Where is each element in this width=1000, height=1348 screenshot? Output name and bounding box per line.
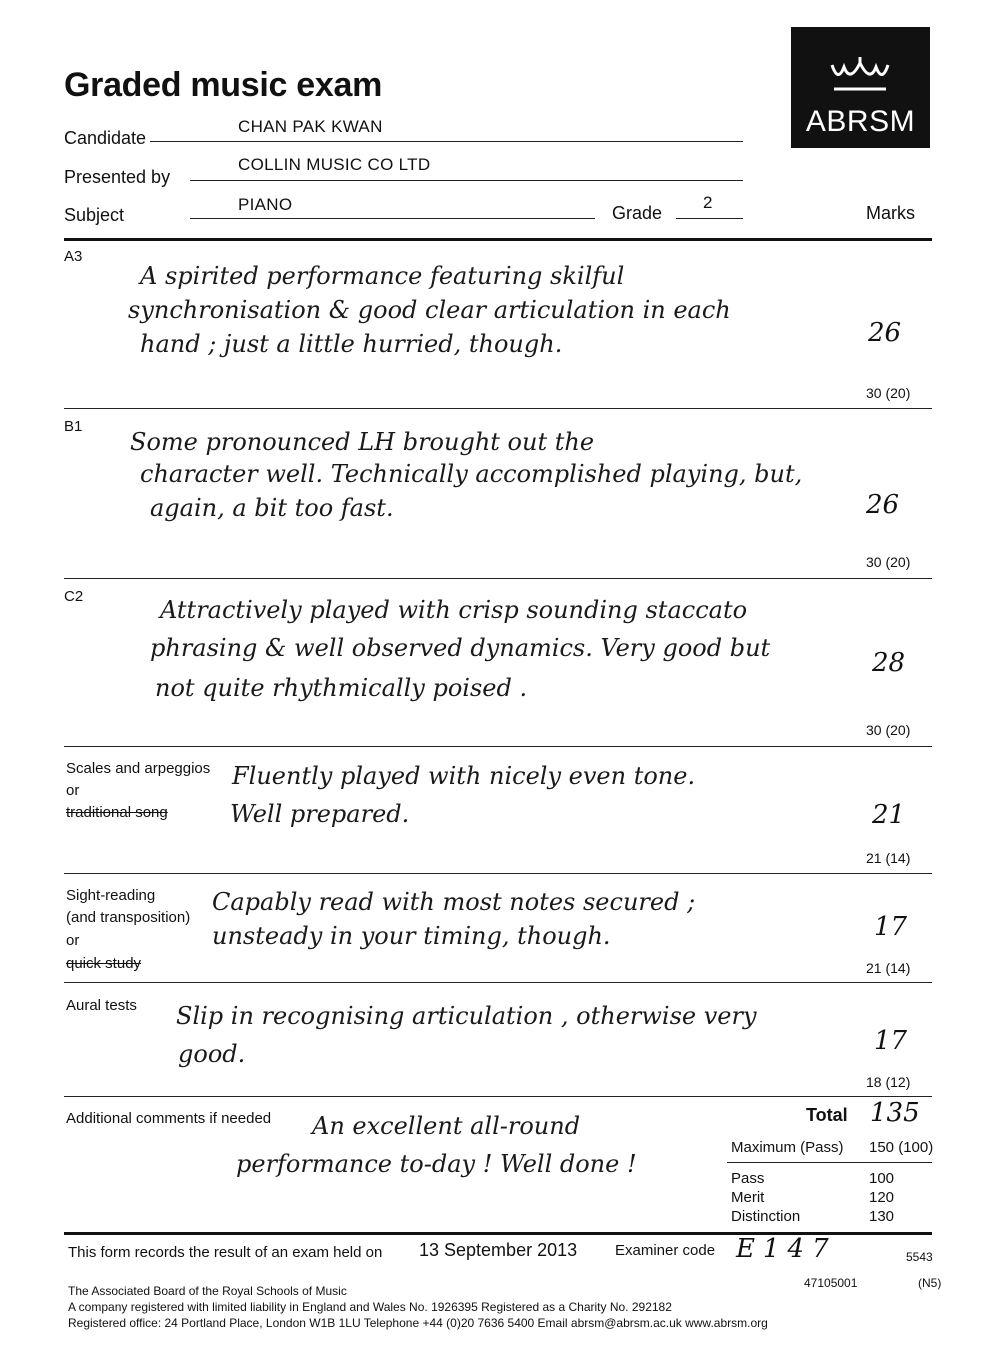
maximum-pass-value: 150 (100) <box>869 1139 934 1156</box>
org-name: The Associated Board of the Royal Schools of Music <box>68 1284 347 1298</box>
merit-label: Merit <box>731 1189 765 1206</box>
records-text: This form records the result of an exam held on <box>68 1244 383 1261</box>
form-version: (N5) <box>918 1276 942 1290</box>
comment-line: not quite rhythmically poised . <box>155 674 528 702</box>
crown-icon <box>828 55 892 95</box>
org-address: Registered office: 24 Portland Place, London W1B 1LU Telephone +44 (0)20 7636 5400 Email abrsm@abrsm.ac.uk www.abrsm.org <box>68 1316 768 1330</box>
examiner-code-value: E147 <box>736 1234 837 1264</box>
comment-line: character well. Technically accomplished playing, but, <box>140 460 803 488</box>
section-code-a3: A3 <box>64 248 83 265</box>
quick-study-label: quick study <box>66 955 142 972</box>
abrsm-logo <box>791 27 930 148</box>
section-code-c2: C2 <box>64 588 84 605</box>
examiner-code-label: Examiner code <box>615 1242 716 1259</box>
comment-line: Some pronounced LH brought out the <box>130 428 595 456</box>
distinction-label: Distinction <box>731 1208 801 1225</box>
additional-comments-label: Additional comments if needed <box>66 1110 272 1127</box>
aural-tests-label: Aural tests <box>66 997 137 1014</box>
comment-line: synchronisation & good clear articulation in each <box>128 296 731 324</box>
scales-or-label: or <box>66 782 80 799</box>
logo-text: ABRSM <box>805 105 916 138</box>
subject-value: PIANO <box>238 195 293 214</box>
comment-line: again, a bit too fast. <box>150 494 394 522</box>
org-registration: A company registered with limited liability in England and Wales No. 1926395 Registered as a Charity No. 292182 <box>68 1300 672 1314</box>
pass-value: 100 <box>869 1170 895 1187</box>
page-title: Graded music exam <box>64 66 383 104</box>
candidate-value: CHAN PAK KWAN <box>238 117 383 136</box>
grade-label: Grade <box>612 203 663 223</box>
marks-label: Marks <box>866 203 915 223</box>
mark-c2: 28 <box>872 648 906 678</box>
presented-by-label: Presented by <box>64 167 171 187</box>
sight-or-label: or <box>66 932 80 949</box>
form-code: 5543 <box>906 1250 933 1264</box>
comment-line: Fluently played with nicely even tone. <box>232 762 696 790</box>
scales-label: Scales and arpeggios <box>66 760 211 777</box>
max-sight-reading: 21 (14) <box>866 960 911 976</box>
merit-value: 120 <box>869 1189 895 1206</box>
comment-line: Well prepared. <box>230 800 410 828</box>
comment-line: good. <box>178 1040 246 1068</box>
max-a3: 30 (20) <box>866 385 911 401</box>
total-label: Total <box>806 1105 848 1125</box>
subject-label: Subject <box>64 205 125 225</box>
max-b1: 30 (20) <box>866 554 911 570</box>
comment-line: performance to-day ! Well done ! <box>236 1150 637 1178</box>
presented-by-value: COLLIN MUSIC CO LTD <box>238 155 431 174</box>
comment-line: Capably read with most notes secured ; <box>212 888 696 916</box>
mark-aural: 17 <box>874 1026 908 1056</box>
comment-line: unsteady in your timing, though. <box>212 922 611 950</box>
mark-a3: 26 <box>868 318 902 348</box>
comment-line: A spirited performance featuring skilful <box>140 262 625 290</box>
max-scales: 21 (14) <box>866 850 911 866</box>
comment-line: Slip in recognising articulation , otherwise very <box>176 1002 757 1030</box>
candidate-label: Candidate <box>64 128 147 148</box>
transposition-label: (and transposition) <box>66 909 191 926</box>
comment-line: An excellent all-round <box>312 1112 581 1140</box>
pass-label: Pass <box>731 1170 765 1187</box>
form-number: 47105001 <box>804 1276 858 1290</box>
grade-value: 2 <box>703 193 713 212</box>
mark-sight-reading: 17 <box>874 912 908 942</box>
traditional-song-label: traditional song <box>66 804 168 821</box>
max-aural: 18 (12) <box>866 1074 911 1090</box>
mark-scales: 21 <box>872 800 906 830</box>
section-code-b1: B1 <box>64 418 83 435</box>
mark-b1: 26 <box>866 490 900 520</box>
maximum-pass-label: Maximum (Pass) <box>731 1139 844 1156</box>
comment-line: hand ; just a little hurried, though. <box>140 330 563 358</box>
comment-line: phrasing & well observed dynamics. Very good but <box>150 634 771 662</box>
total-value: 135 <box>870 1098 920 1128</box>
comment-line: Attractively played with crisp sounding staccato <box>160 596 748 624</box>
exam-date: 13 September 2013 <box>419 1240 578 1260</box>
distinction-value: 130 <box>869 1208 895 1225</box>
max-c2: 30 (20) <box>866 722 911 738</box>
sight-reading-label: Sight-reading <box>66 887 156 904</box>
